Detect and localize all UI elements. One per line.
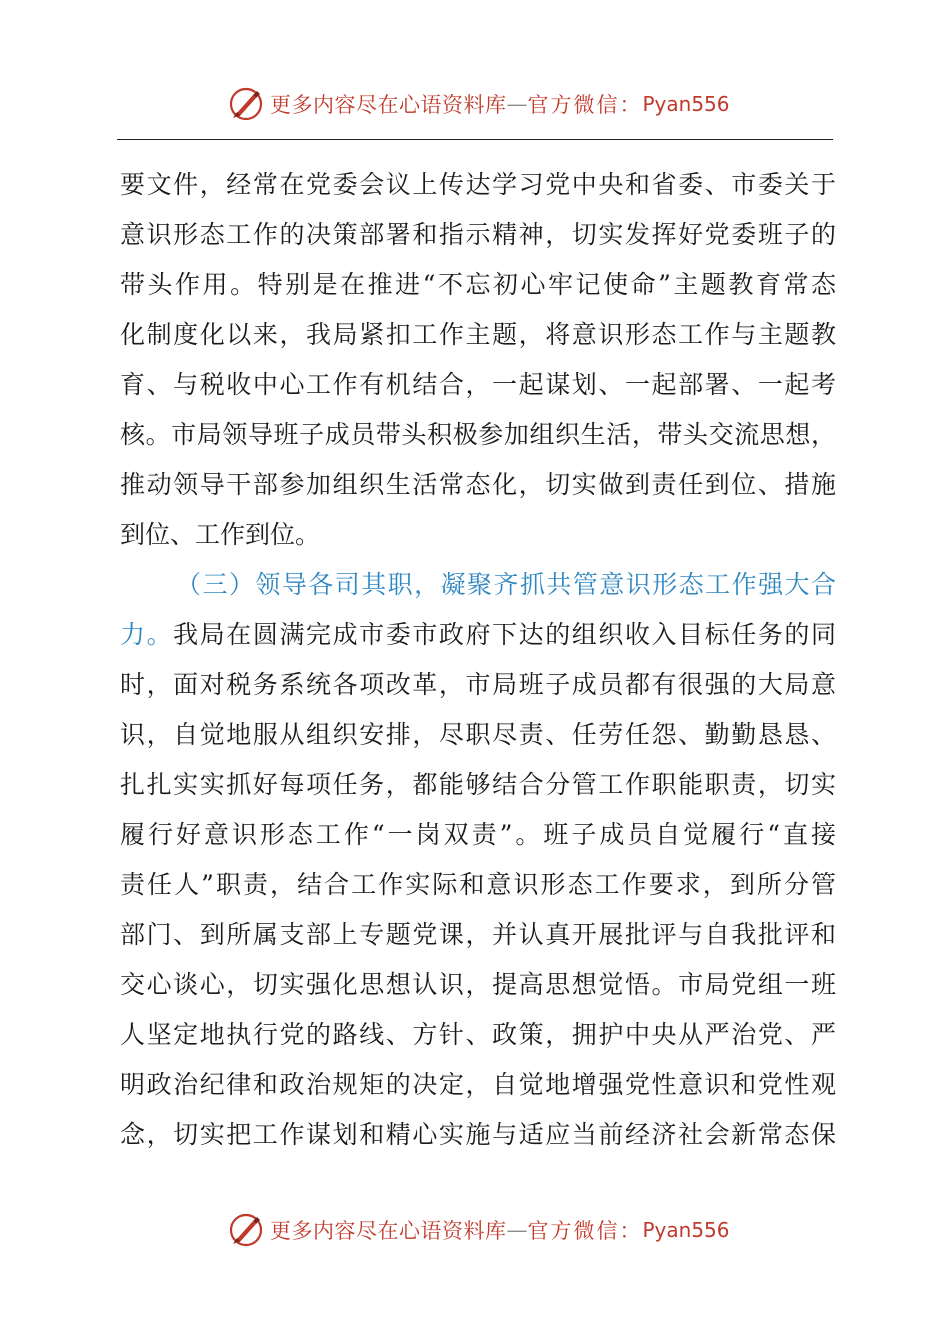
- page-footer: [226, 1210, 730, 1250]
- banner-wechat-label: 官方微信：: [527, 93, 643, 117]
- section-heading-end: 力。: [120, 620, 174, 649]
- text-line: 要文件，经常在党委会议上传达学习党中央和省委、市委关于: [120, 170, 836, 199]
- paragraph-2: [120, 560, 836, 1160]
- text-line: 识，自觉地服从组织安排，尽职尽责、任劳任怨、勤勤恳恳、: [120, 720, 836, 749]
- text-line: 到位、工作到位。: [120, 520, 321, 549]
- section-heading: （三）领导各司其职，凝聚齐抓共管意识形态工作强大合: [176, 570, 836, 599]
- document-body: [120, 160, 836, 1160]
- banner-text: 更多内容尽在心语资料库: [270, 93, 507, 117]
- header-divider: [117, 139, 833, 140]
- text-line: 交心谈心，切实强化思想认识，提高思想觉悟。市局党组一班: [120, 970, 836, 999]
- text-line: 人坚定地执行党的路线、方针、政策，拥护中央从严治党、严: [120, 1020, 836, 1049]
- pen-logo-icon: [226, 84, 266, 124]
- text-line: [120, 610, 836, 660]
- text-line: 念，切实把工作谋划和精心实施与适应当前经济社会新常态保: [120, 1120, 836, 1149]
- text-line: 化制度化以来，我局紧扣工作主题，将意识形态工作与主题教: [120, 320, 836, 349]
- banner-dash: —: [506, 1218, 528, 1242]
- section-heading-line: [120, 560, 836, 610]
- text-line: 扎扎实实抓好每项任务，都能够结合分管工作职能职责，切实: [120, 770, 836, 799]
- text-line: 育、与税收中心工作有机结合，一起谋划、一起部署、一起考: [120, 370, 836, 399]
- text-line-rest: 我局在圆满完成市委市政府下达的组织收入目标任务的同: [173, 620, 836, 649]
- banner-wechat-id: Pyan556: [642, 92, 730, 116]
- text-line: 责任人”职责，结合工作实际和意识形态工作要求，到所分管: [120, 870, 836, 899]
- text-line: 时，面对税务系统各项改革，市局班子成员都有很强的大局意: [120, 670, 836, 699]
- text-line: 意识形态工作的决策部署和指示精神，切实发挥好党委班子的: [120, 220, 836, 249]
- banner-wechat-id: Pyan556: [642, 1218, 730, 1242]
- text-line: 明政治纪律和政治规矩的决定，自觉地增强党性意识和党性观: [120, 1070, 836, 1099]
- pen-logo-icon: [226, 1210, 266, 1250]
- text-line: 部门、到所属支部上专题党课，并认真开展批评与自我批评和: [120, 920, 836, 949]
- banner-text: 更多内容尽在心语资料库: [270, 1219, 507, 1243]
- text-line: 推动领导干部参加组织生活常态化，切实做到责任到位、措施: [120, 470, 836, 499]
- paragraph-1: [120, 160, 836, 560]
- text-line: 履行好意识形态工作“一岗双责”。班子成员自觉履行“直接: [120, 820, 836, 849]
- page-header: [226, 84, 730, 124]
- text-line: 核。市局领导班子成员带头积极参加组织生活，带头交流思想，: [120, 420, 836, 449]
- text-line: 带头作用。特别是在推进“不忘初心牢记使命”主题教育常态: [120, 270, 836, 299]
- banner-wechat-label: 官方微信：: [527, 1219, 643, 1243]
- banner-dash: —: [506, 92, 528, 116]
